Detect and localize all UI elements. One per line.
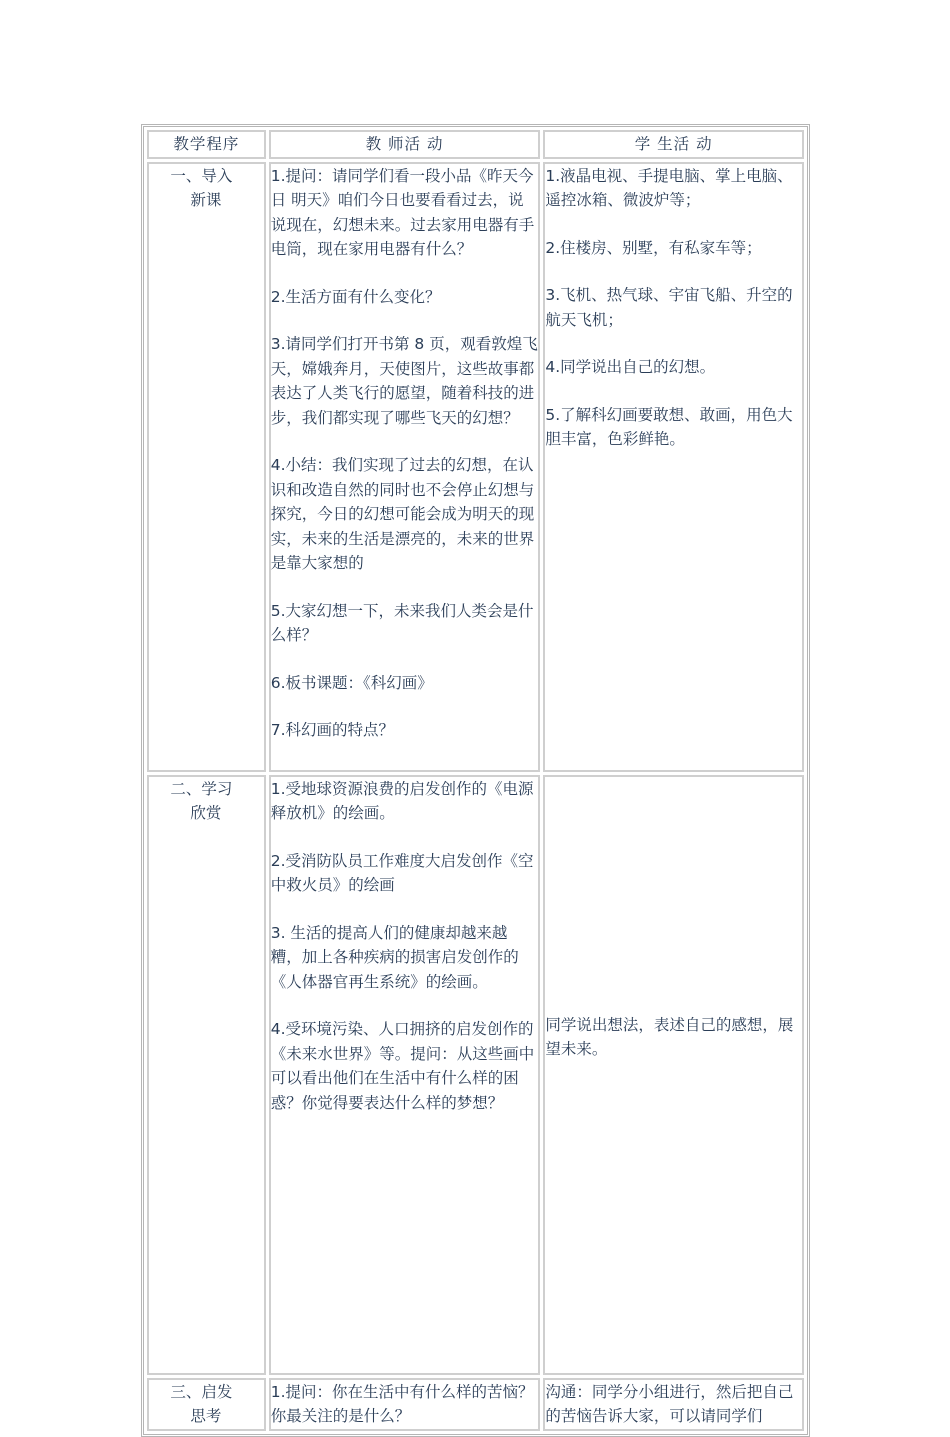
teacher-item: 3. 生活的提高人们的健康却越来越糟，加上各种疾病的损害启发创作的《人体器官再生系统》的绘画。	[270, 923, 519, 991]
header-procedure: 教学程序	[147, 130, 266, 159]
teacher-activity-cell	[269, 162, 541, 772]
header-teacher-activity: 教 师活 动	[269, 130, 541, 159]
teacher-item: 1.提问：你在生活中有什么样的苦恼？你最关注的是什么？	[270, 1382, 534, 1425]
student-activity-cell	[543, 775, 804, 1375]
teacher-item: 7.科幻画的特点？	[270, 721, 395, 739]
teacher-item: 5.大家幻想一下，未来我们人类会是什么样？	[270, 601, 534, 644]
stage-cell	[147, 775, 266, 1375]
stage-label: 欣赏	[190, 804, 222, 822]
stage-label: 一、导入	[170, 166, 233, 185]
teacher-item: 6.板书课题：《科幻画》	[270, 673, 433, 692]
table-row	[147, 1378, 804, 1431]
teacher-item: 4.受环境污染、人口拥挤的启发创作的《未来水世界》等。提问：从这些画中可以看出他们在生活中有什么样的困惑？你觉得要表达什么样的梦想？	[270, 1020, 535, 1112]
teacher-item: 2.受消防队员工作难度大启发创作《空中救火员》的绘画	[270, 851, 534, 894]
stage-label: 二、学习	[170, 779, 233, 798]
table-row	[147, 162, 804, 772]
student-item: 1.液晶电视、手提电脑、掌上电脑、遥控冰箱、微波炉等；	[545, 166, 793, 209]
stage-cell	[147, 1378, 266, 1431]
student-item: 4.同学说出自己的幻想。	[545, 358, 716, 376]
stage-cell	[147, 162, 266, 772]
stage-label: 三、启发	[170, 1382, 233, 1401]
table-row	[147, 775, 804, 1375]
student-activity-cell	[543, 1378, 804, 1431]
teacher-activity-cell	[269, 1378, 541, 1431]
teacher-item: 4.小结：我们实现了过去的幻想，在认识和改造自然的同时也不会停止幻想与探究，今日的幻想可能会成为明天的现实，未来的生活是漂亮的，未来的世界是靠大家想的	[270, 456, 535, 572]
student-item: 沟通：同学分小组进行，然后把自己的苦恼告诉大家，可以请同学们	[545, 1382, 794, 1425]
teacher-activity-cell	[269, 775, 541, 1375]
teacher-item: 2.生活方面有什么变化？	[270, 287, 441, 306]
student-item: 2.住楼房、别墅，有私家车等；	[545, 238, 762, 257]
student-item: 同学说出想法，表述自己的感想，展望未来。	[545, 1015, 794, 1058]
table-header-row	[147, 130, 804, 159]
lesson-plan-table	[141, 124, 810, 1437]
header-student-activity: 学 生活 动	[543, 130, 804, 159]
stage-label: 新课	[190, 191, 222, 209]
teacher-item: 3.请同学们打开书第 8 页，观看敦煌飞天，嫦娥奔月，天使图片，这些故事都表达了人类飞行的愿望，随着科技的进步，我们都实现了哪些飞天的幻想？	[270, 335, 538, 427]
student-item: 5.了解科幻画要敢想、敢画，用色大胆丰富，色彩鲜艳。	[545, 405, 793, 448]
student-activity-cell	[543, 162, 804, 772]
student-item: 3.飞机、热气球、宇宙飞船、升空的航天飞机；	[545, 286, 793, 329]
teacher-item: 1.受地球资源浪费的启发创作的《电源释放机》的绘画。	[270, 779, 534, 822]
teacher-item: 1.提问：请同学们看一段小品《昨天今日 明天》咱们今日也要看看过去，说说现在，幻想未来。过去家用电器有手电筒，现在家用电器有什么？	[270, 166, 535, 258]
stage-label: 思考	[190, 1407, 222, 1425]
